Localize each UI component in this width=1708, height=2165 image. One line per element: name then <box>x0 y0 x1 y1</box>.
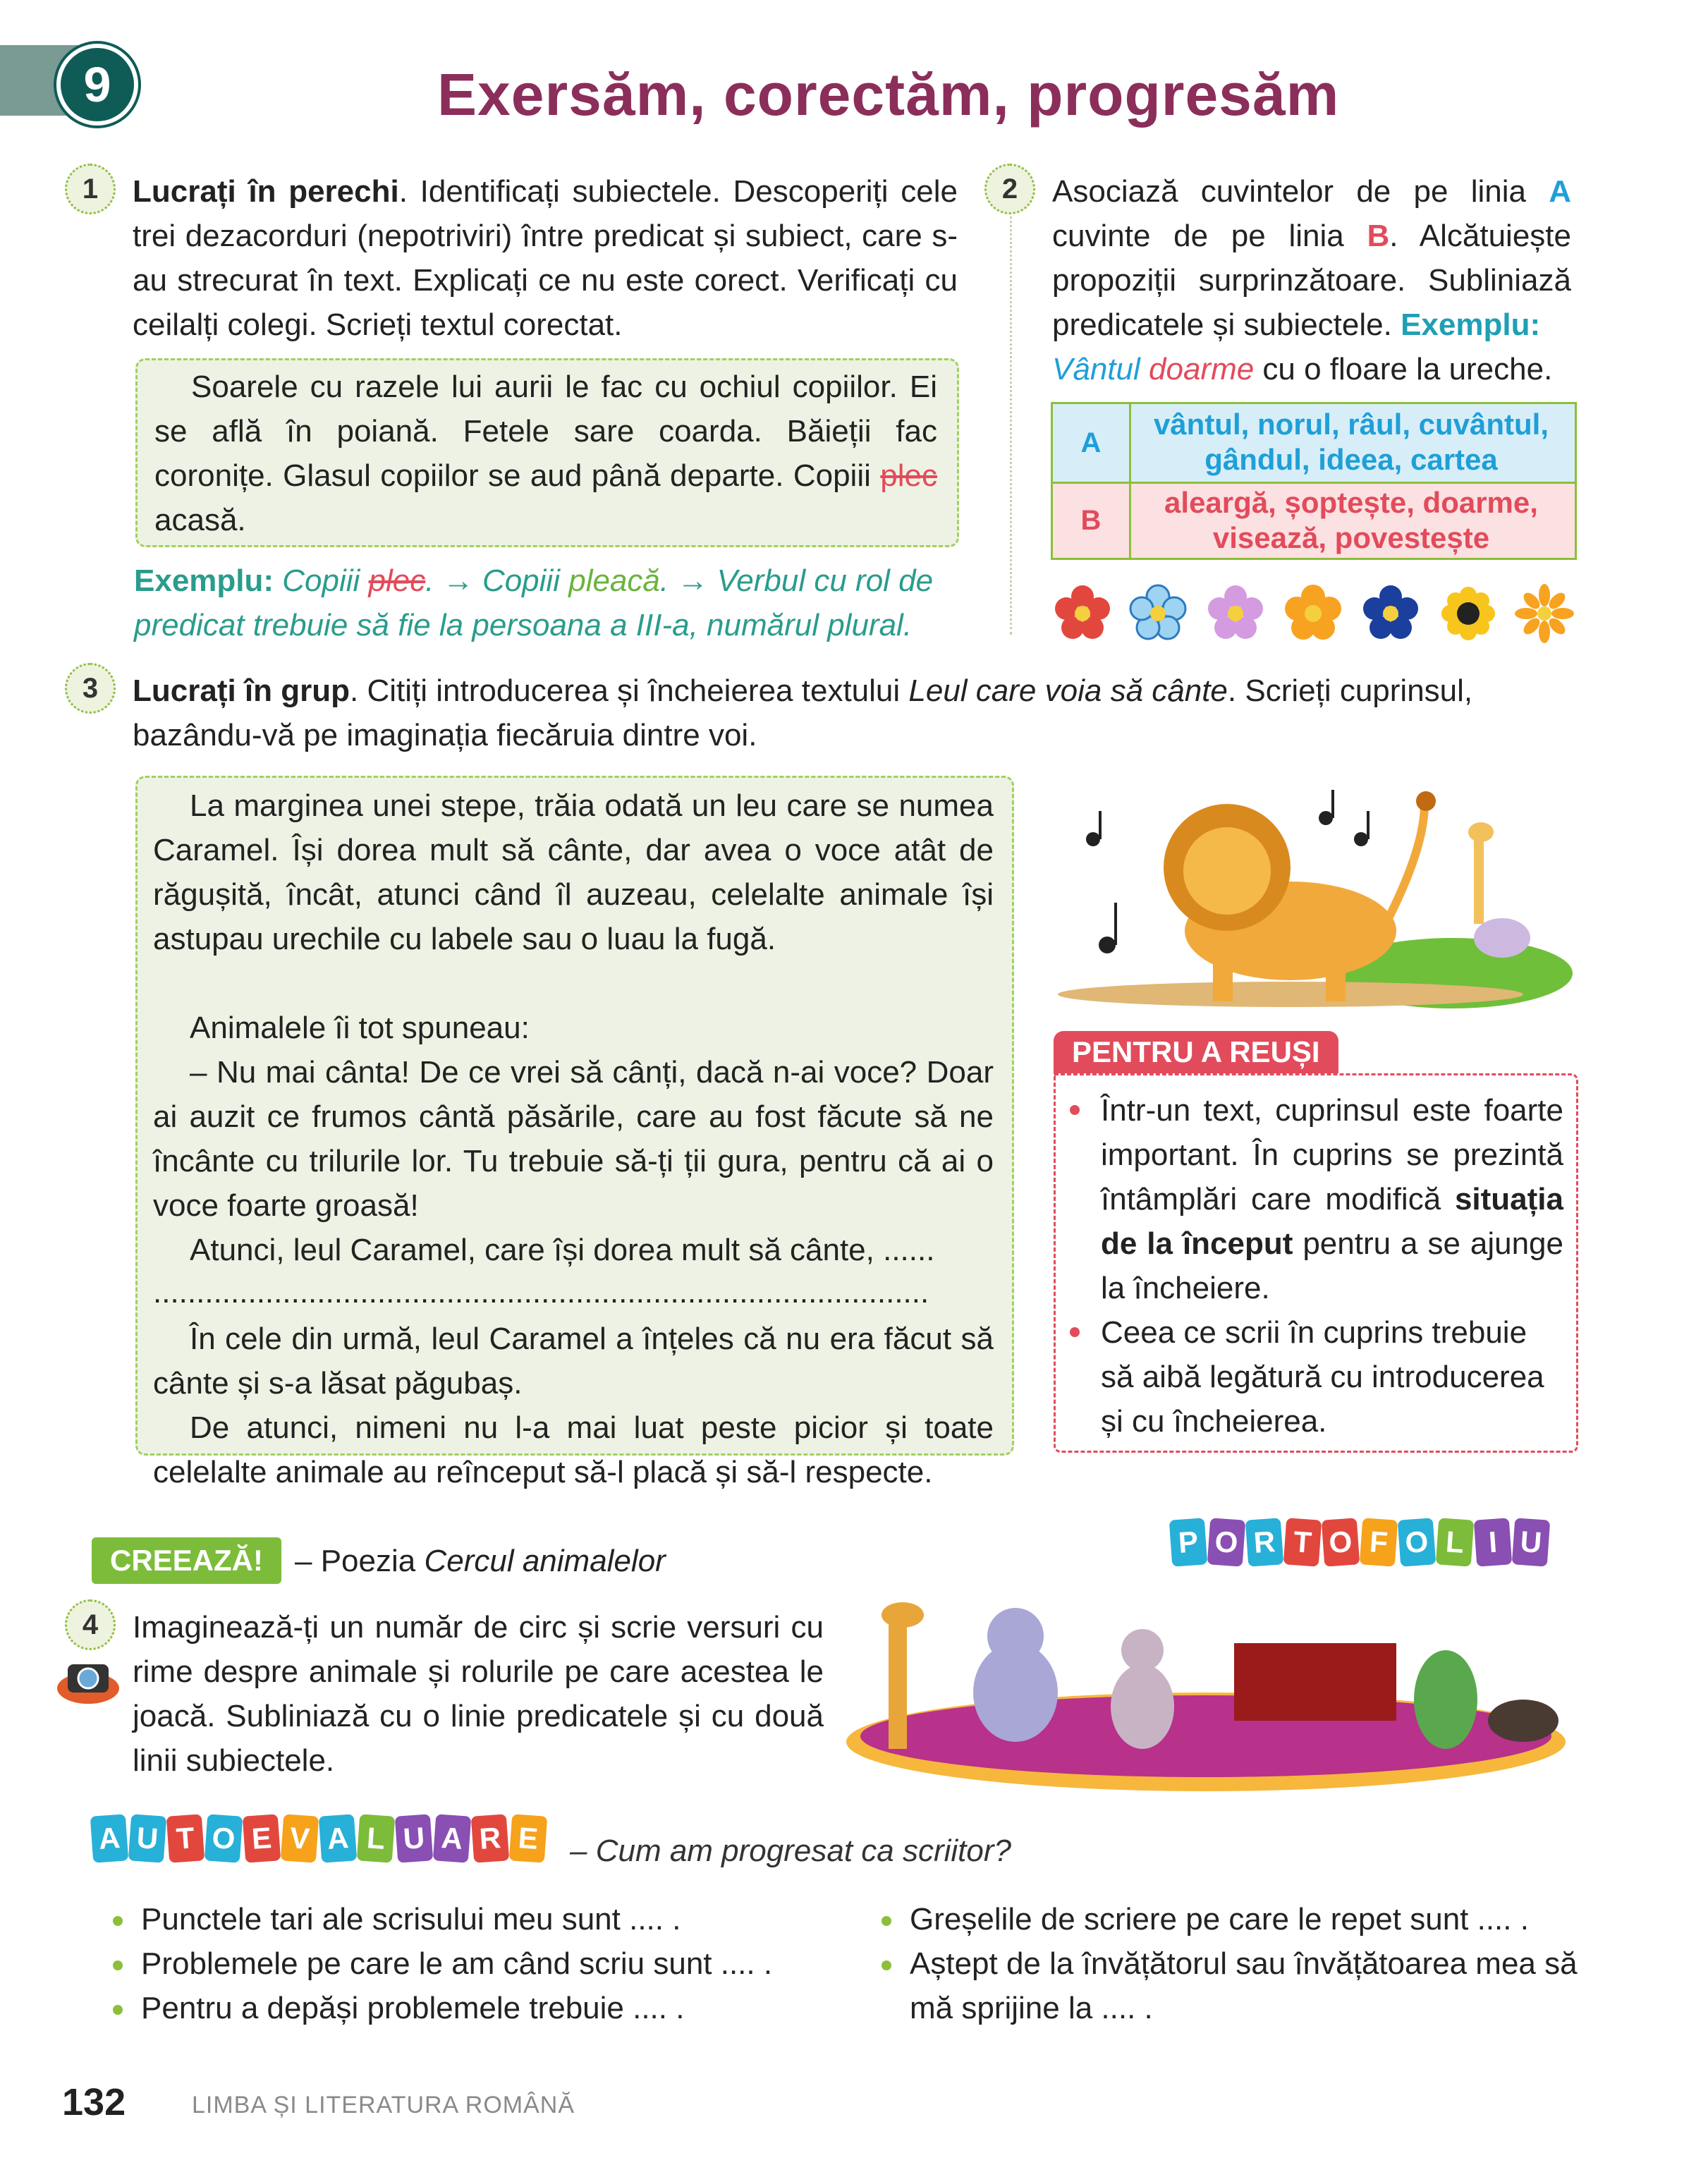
portfolio-letter-tile: P <box>1169 1518 1207 1566</box>
ex2-example-predicate: doarme <box>1149 352 1255 386</box>
word-table-row-a <box>1053 404 1575 484</box>
bullet-icon <box>113 2005 123 2015</box>
flower-icon <box>1515 584 1574 643</box>
self-eval-letter-tile: U <box>395 1814 433 1862</box>
book-title: LIMBA ȘI LITERATURA ROMÂNĂ <box>192 2092 575 2118</box>
self-eval-letter-tile: A <box>90 1814 128 1862</box>
portfolio-letter-tile: F <box>1360 1518 1398 1566</box>
sunflower-icon <box>1441 587 1495 640</box>
exercise-number-3: 3 <box>65 663 116 714</box>
portfolio-letter-tile: I <box>1474 1518 1512 1566</box>
flower-icon <box>1130 585 1185 639</box>
ex2-example <box>1052 347 1571 391</box>
example-corrected-word: pleacă <box>568 563 660 598</box>
page-title: Exersăm, corectăm, progresăm <box>437 61 1340 128</box>
story-p6: În cele din urmă, leul Caramel a înțeles că nu era făcut să cânte și s-a lăsat păgubaș. <box>153 1322 994 1401</box>
exercise-number-4: 4 <box>65 1599 116 1650</box>
list-item <box>882 1941 1587 2030</box>
tip-b2-text: Ceea ce scrii în cuprins trebuie să aibă legătură cu introducerea și cu încheierea. <box>1101 1315 1544 1439</box>
story-p4: Atunci, leul Caramel, care își dorea mult să cânte, ...... <box>190 1233 935 1267</box>
page-number: 132 <box>62 2081 126 2123</box>
tip-b1-text-a: Într-un text, cuprinsul este foarte important. În cuprins se prezintă întâmplări care modifică <box>1101 1093 1563 1216</box>
list-item <box>113 1986 889 2030</box>
tip-box <box>1054 1073 1578 1453</box>
portfolio-letter-tile: T <box>1283 1518 1322 1566</box>
exercise-1-lead: Lucrați în perechi <box>133 174 399 209</box>
self-eval-letter-tile: L <box>357 1814 395 1862</box>
hippo-figure <box>1111 1629 1174 1749</box>
camera-icon <box>55 1654 121 1707</box>
self-eval-letter-tile: U <box>128 1814 166 1862</box>
row-a-label: A <box>1053 404 1131 482</box>
list-item-text: Punctele tari ale scrisului meu sunt .... . <box>141 1902 681 1937</box>
bullet-icon <box>882 1916 891 1926</box>
story-p1: La marginea unei stepe, trăia odată un leu care se numea Caramel. Își dorea mult să cânte, dar avea o voce atât de răgușită, încât, atunci când îl auzeau, celelalte animale își astupau urechile cu labele sau o luau la fugă. <box>153 788 994 956</box>
elephant-figure <box>1474 918 1530 958</box>
create-poem-title: Cercul animalelor <box>424 1544 666 1578</box>
self-eval-letter-tile: A <box>319 1814 357 1862</box>
list-item-text: Greșelile de scriere pe care le repet sunt .... . <box>910 1902 1529 1937</box>
self-eval-right-list <box>882 1897 1587 2030</box>
story-p2: Animalele îi tot spuneau: <box>190 1011 530 1045</box>
ex2-example-label: Exemplu: <box>1401 307 1541 342</box>
example-part-a: Copiii <box>274 563 369 598</box>
self-eval-letter-tile: T <box>166 1814 205 1862</box>
story-p3: – Nu mai cânta! De ce vrei să cânți, dacă n-ai voce? Doar ai auzit ce frumos cântă păsările, care au fost făcute să ne încânte cu trilurile lor. Tu trebuie să-ți ții gura, pentru că ai o voce foarte groasă! <box>153 1055 994 1223</box>
seal-figure <box>1488 1700 1558 1742</box>
bullet-icon <box>113 1916 123 1926</box>
exercise-1-passage <box>154 365 937 542</box>
list-item <box>113 1897 889 1941</box>
example-part-c: . → Verbul cu rol de predicat trebuie să fie la persoana a III-a, numărul plural. <box>134 563 934 642</box>
exercise-1-instructions <box>133 169 958 347</box>
word-table-row-b <box>1053 484 1575 558</box>
list-item <box>882 1897 1587 1941</box>
row-b-words: aleargă, șoptește, doarme, visează, povestește <box>1164 486 1538 554</box>
list-item-text: Pentru a depăși problemele trebuie .... . <box>141 1991 685 2025</box>
exercise-number-2: 2 <box>984 164 1035 214</box>
portfolio-letter-tile: L <box>1436 1518 1474 1566</box>
exercise-3-text-1: . Citiți introducerea și încheierea textului <box>350 673 909 708</box>
create-dash: – Poezia <box>295 1544 425 1578</box>
self-eval-letter-tile: A <box>433 1814 471 1862</box>
ex2-line-a: A <box>1549 174 1571 209</box>
self-eval-letter-tile: V <box>281 1814 319 1862</box>
list-item <box>113 1941 889 1986</box>
singing-lion-illustration <box>1058 762 1580 1016</box>
exercise-3-lead: Lucrați în grup <box>133 673 350 708</box>
ex2-example-subject: Vântul <box>1052 352 1140 386</box>
self-evaluation-subtitle: – Cum am progresat ca scriitor? <box>570 1834 1011 1868</box>
portfolio-letter-tile: O <box>1322 1518 1360 1566</box>
exercise-1-example <box>134 559 959 647</box>
ex2-text-2: cuvinte de pe linia <box>1052 219 1367 253</box>
portfolio-letter-tile: U <box>1512 1518 1550 1566</box>
row-b-label: B <box>1053 484 1131 558</box>
passage-text: Soarele cu razele lui aurii le fac cu ochiul copiilor. Ei se află în poiană. Fetele sare coarda. Băieții fac coronițe. Glasul copiilor se aud până departe. Copiii <box>154 370 937 493</box>
ex2-example-rest: cu o floare la ureche. <box>1254 352 1553 386</box>
portfolio-letter-tile: R <box>1245 1518 1283 1566</box>
flowers-row <box>1051 578 1587 649</box>
bullet-icon <box>1070 1327 1080 1337</box>
exercise-1-text-box <box>135 358 959 547</box>
exercise-2-instructions <box>1052 169 1571 347</box>
exercise-3-story-box <box>135 776 1014 1489</box>
elephant-figure <box>973 1608 1058 1742</box>
circus-illustration <box>839 1551 1573 1791</box>
ex2-line-b: B <box>1367 219 1390 253</box>
crocodile-figure <box>1414 1650 1477 1749</box>
ex2-text-1: Asociază cuvintelor de pe linia <box>1052 174 1549 209</box>
self-eval-left-list <box>113 1897 889 2030</box>
row-a-words: vântul, norul, râul, cuvântul, gândul, ideea, cartea <box>1153 408 1549 476</box>
lesson-number-badge <box>56 44 138 126</box>
self-evaluation-label <box>92 1805 549 1862</box>
example-label: Exemplu: <box>134 563 274 598</box>
story-p7: De atunci, nimeni nu l-a mai luat peste picior și toate celelalte animale au reînceput să-l placă și să-l respecte. <box>153 1410 994 1489</box>
self-eval-letter-tile: O <box>205 1814 243 1862</box>
passage-struck-word: plec <box>880 458 938 493</box>
exercise-number-1: 1 <box>65 164 116 214</box>
exercise-4-text: Imaginează-ți un număr de circ și scrie versuri cu rime despre animale și rolurile pe care acestea le joacă. Subliniază cu o linie predicatele și cu două linii subiectele. <box>133 1610 824 1778</box>
self-eval-letter-tile: R <box>471 1814 509 1862</box>
tip-b1-bold: situația de la început <box>1101 1182 1563 1261</box>
exercise-3-text-2: . Scrieți cuprinsul, bazându-vă pe imaginația fiecăruia dintre voi. <box>133 673 1473 752</box>
flower-icon <box>1285 585 1341 640</box>
flower-icon <box>1208 585 1263 639</box>
flower-icon <box>1363 585 1418 639</box>
giraffe-figure <box>1468 822 1494 924</box>
story-p5: .......................................................................................... <box>153 1275 929 1310</box>
portfolio-letter-tile: O <box>1207 1518 1245 1566</box>
self-eval-letter-tile: E <box>509 1814 547 1862</box>
word-table <box>1051 402 1577 560</box>
example-struck: plec <box>368 563 426 598</box>
lesson-number: 9 <box>83 57 111 112</box>
ex2-text-3: . Alcătuiește propoziții surprinzătoare. Subliniază predicatele și subiectele. <box>1052 219 1571 342</box>
column-divider <box>1010 212 1012 635</box>
create-badge: CREEAZĂ! <box>92 1537 281 1584</box>
exercise-1-text: . Identificați subiectele. Descoperiți cele trei dezacorduri (nepotriviri) între predicat și subiect, care s-au strecurat în text. Explicați ce nu este corect. Verificați cu ceilalți colegi. Scrieți textul corectat. <box>133 174 958 342</box>
tip-b1-text-b: pentru a se ajunge la încheiere. <box>1101 1226 1563 1305</box>
bullet-icon <box>882 1960 891 1970</box>
exercise-3-instructions <box>133 669 1578 757</box>
bullet-icon <box>113 1960 123 1970</box>
portfolio-letter-tile: O <box>1398 1518 1436 1566</box>
tip-title: PENTRU A REUȘI <box>1054 1031 1338 1073</box>
list-item-text: Aștept de la învățătorul sau învățătoarea mea să mă sprijine la .... . <box>910 1946 1578 2025</box>
create-subtitle <box>295 1540 666 1582</box>
passage-end: acasă. <box>154 503 246 537</box>
list-item-text: Problemele pe care le am când scriu sunt .... . <box>141 1946 773 1981</box>
bullet-icon <box>1070 1105 1080 1115</box>
exercise-3-story-title: Leul care voia să cânte <box>908 673 1228 708</box>
example-part-b: . → Copiii <box>425 563 569 598</box>
flower-icon <box>1055 585 1110 639</box>
self-eval-letter-tile: E <box>243 1814 281 1862</box>
